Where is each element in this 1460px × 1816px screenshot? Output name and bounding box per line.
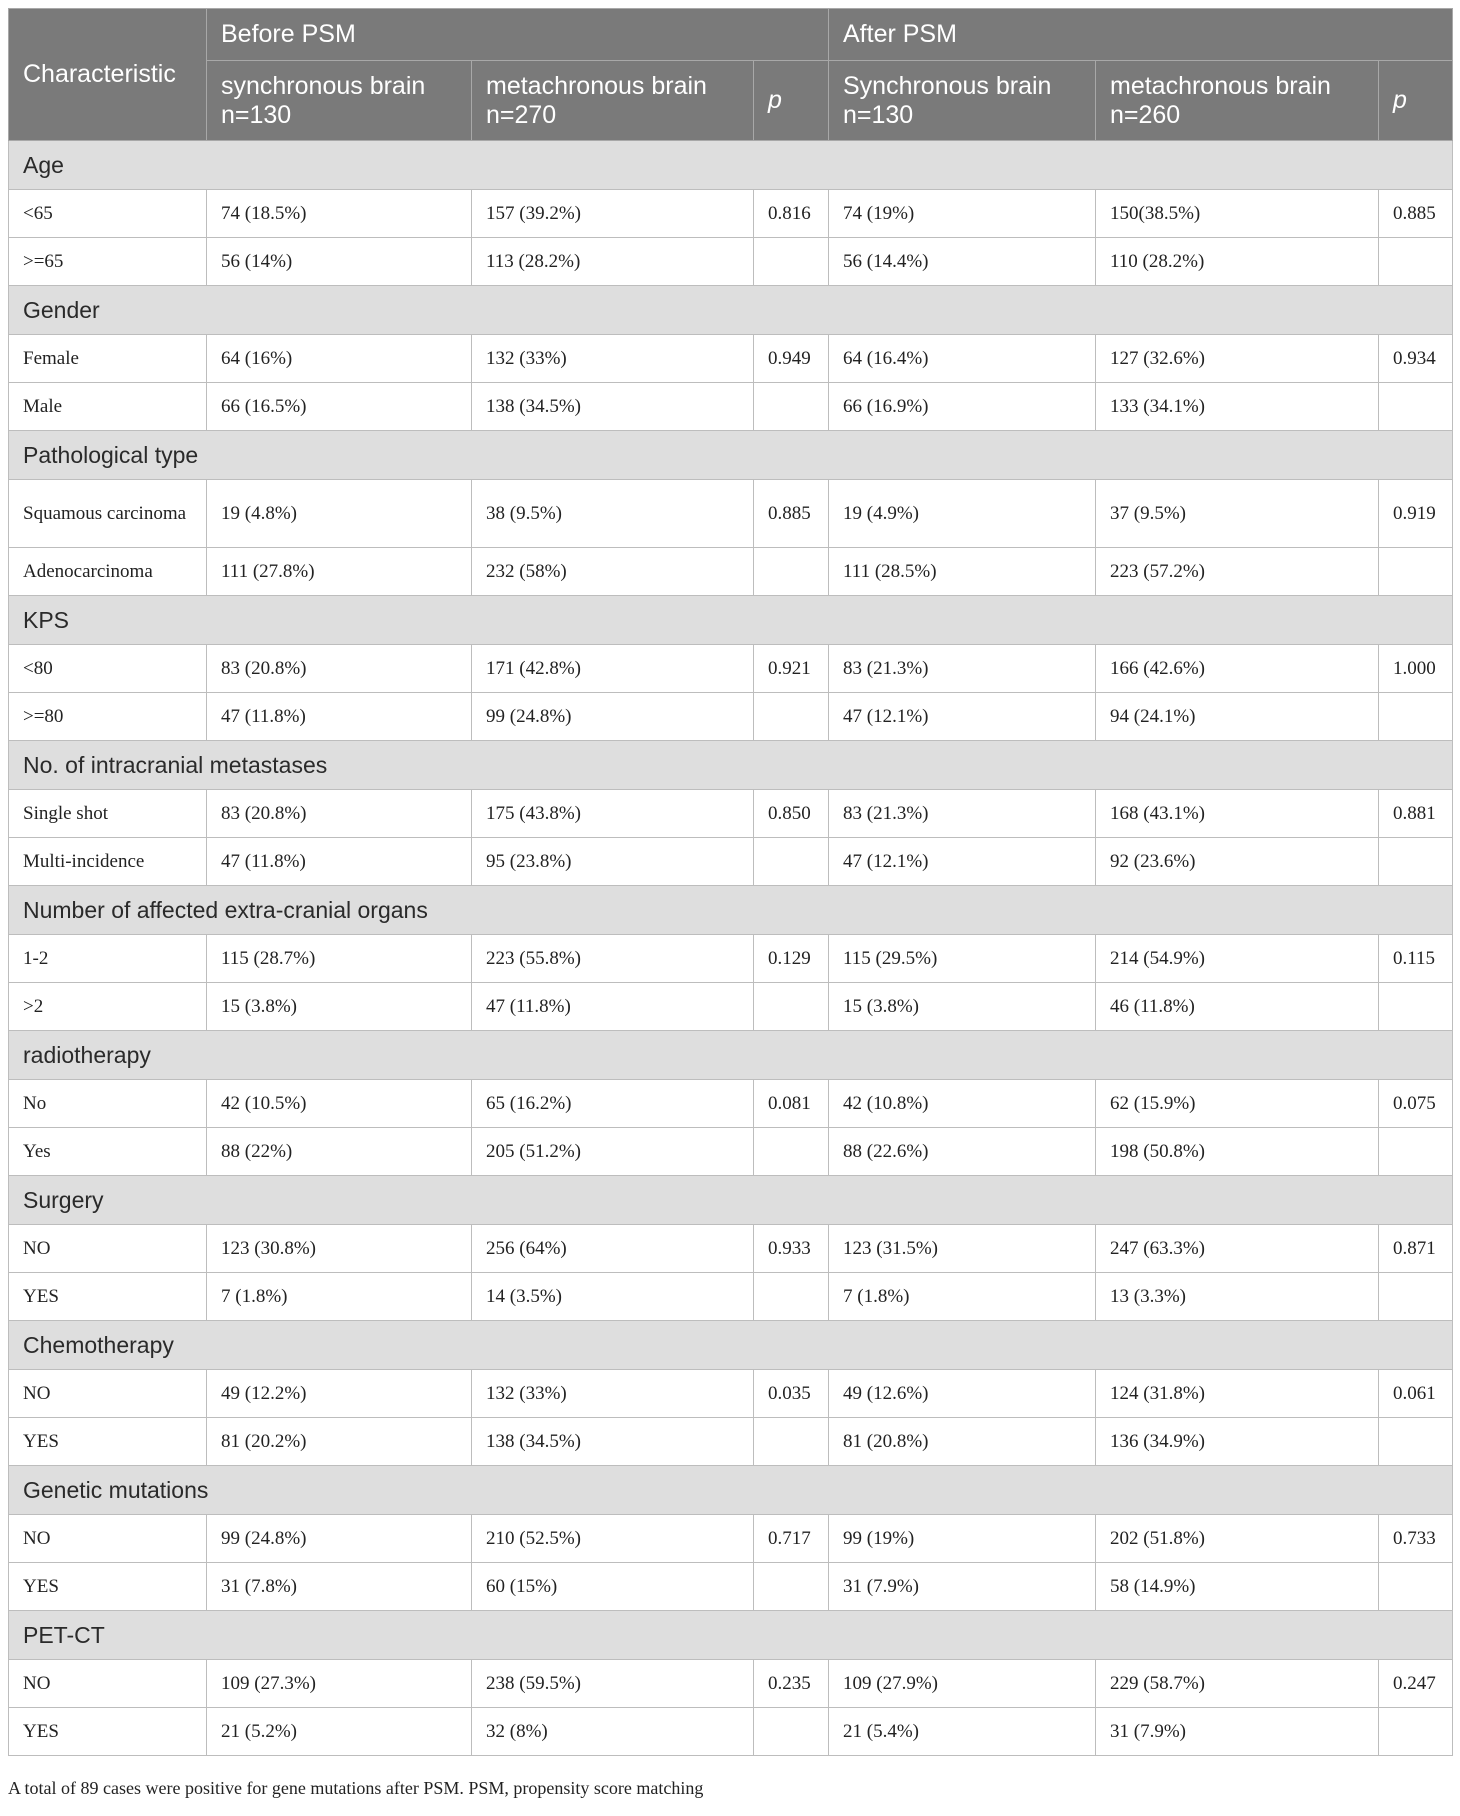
table-cell: 66 (16.5%) xyxy=(207,383,472,431)
table-cell: 136 (34.9%) xyxy=(1096,1418,1379,1466)
table-row xyxy=(9,1515,1453,1563)
p-value-cell xyxy=(754,693,829,741)
table-cell: 42 (10.8%) xyxy=(829,1080,1096,1128)
table-cell: 13 (3.3%) xyxy=(1096,1273,1379,1321)
table-cell: 99 (24.8%) xyxy=(207,1515,472,1563)
p-value-cell xyxy=(1379,1128,1453,1176)
p-value-cell xyxy=(1379,983,1453,1031)
row-label: Female xyxy=(9,335,207,383)
table-cell: 247 (63.3%) xyxy=(1096,1225,1379,1273)
table-cell: 214 (54.9%) xyxy=(1096,935,1379,983)
p-value-cell xyxy=(754,838,829,886)
table-cell: 56 (14.4%) xyxy=(829,238,1096,286)
section-title: No. of intracranial metastases xyxy=(9,741,1453,790)
synchronous-after-header: Synchronous brain n=130 xyxy=(829,61,1096,141)
table-cell: 83 (21.3%) xyxy=(829,645,1096,693)
table-cell: 110 (28.2%) xyxy=(1096,238,1379,286)
table-cell: 46 (11.8%) xyxy=(1096,983,1379,1031)
table-cell: 32 (8%) xyxy=(472,1708,754,1756)
table-cell: 15 (3.8%) xyxy=(829,983,1096,1031)
section-row xyxy=(9,1466,1453,1515)
table-row xyxy=(9,548,1453,596)
p-value-cell: 0.816 xyxy=(754,190,829,238)
p-value-cell: 0.933 xyxy=(754,1225,829,1273)
table-row xyxy=(9,1660,1453,1708)
table-cell: 132 (33%) xyxy=(472,1370,754,1418)
p-value-cell xyxy=(1379,238,1453,286)
row-label: No xyxy=(9,1080,207,1128)
table-cell: 157 (39.2%) xyxy=(472,190,754,238)
table-row xyxy=(9,190,1453,238)
p-value-cell xyxy=(754,983,829,1031)
table-cell: 49 (12.2%) xyxy=(207,1370,472,1418)
table-cell: 21 (5.4%) xyxy=(829,1708,1096,1756)
table-cell: 166 (42.6%) xyxy=(1096,645,1379,693)
table-row xyxy=(9,935,1453,983)
table-row xyxy=(9,238,1453,286)
p-value-cell xyxy=(754,1273,829,1321)
section-title: Age xyxy=(9,141,1453,190)
section-row xyxy=(9,431,1453,480)
table-cell: 14 (3.5%) xyxy=(472,1273,754,1321)
p-value-cell xyxy=(1379,693,1453,741)
table-cell: 64 (16%) xyxy=(207,335,472,383)
after-psm-header: After PSM xyxy=(829,9,1453,61)
table-cell: 83 (21.3%) xyxy=(829,790,1096,838)
table-cell: 92 (23.6%) xyxy=(1096,838,1379,886)
table-cell: 115 (28.7%) xyxy=(207,935,472,983)
table-cell: 95 (23.8%) xyxy=(472,838,754,886)
p-value-cell: 0.934 xyxy=(1379,335,1453,383)
p-value-cell: 0.949 xyxy=(754,335,829,383)
row-label: Squamous carcinoma xyxy=(9,480,207,548)
table-cell: 198 (50.8%) xyxy=(1096,1128,1379,1176)
table-row xyxy=(9,790,1453,838)
table-cell: 37 (9.5%) xyxy=(1096,480,1379,548)
section-row xyxy=(9,1031,1453,1080)
section-title: Gender xyxy=(9,286,1453,335)
table-cell: 99 (24.8%) xyxy=(472,693,754,741)
table-row xyxy=(9,645,1453,693)
section-title: Pathological type xyxy=(9,431,1453,480)
table-cell: 62 (15.9%) xyxy=(1096,1080,1379,1128)
table-cell: 109 (27.9%) xyxy=(829,1660,1096,1708)
table-cell: 60 (15%) xyxy=(472,1563,754,1611)
table-row xyxy=(9,1708,1453,1756)
table-cell: 19 (4.8%) xyxy=(207,480,472,548)
table-cell: 210 (52.5%) xyxy=(472,1515,754,1563)
table-cell: 109 (27.3%) xyxy=(207,1660,472,1708)
p-value-cell xyxy=(754,1563,829,1611)
section-row xyxy=(9,1611,1453,1660)
table-cell: 49 (12.6%) xyxy=(829,1370,1096,1418)
table-row xyxy=(9,1225,1453,1273)
table-cell: 64 (16.4%) xyxy=(829,335,1096,383)
table-cell: 150(38.5%) xyxy=(1096,190,1379,238)
row-label: >2 xyxy=(9,983,207,1031)
table-cell: 94 (24.1%) xyxy=(1096,693,1379,741)
table-cell: 47 (12.1%) xyxy=(829,838,1096,886)
p-value-cell: 0.035 xyxy=(754,1370,829,1418)
table-cell: 31 (7.8%) xyxy=(207,1563,472,1611)
table-cell: 202 (51.8%) xyxy=(1096,1515,1379,1563)
before-psm-header: Before PSM xyxy=(207,9,829,61)
p-value-cell: 0.733 xyxy=(1379,1515,1453,1563)
p-value-cell: 0.850 xyxy=(754,790,829,838)
table-cell: 115 (29.5%) xyxy=(829,935,1096,983)
table-cell: 56 (14%) xyxy=(207,238,472,286)
table-cell: 42 (10.5%) xyxy=(207,1080,472,1128)
metachronous-before-header: metachronous brain n=270 xyxy=(472,61,754,141)
p-value-cell: 0.115 xyxy=(1379,935,1453,983)
p-after-header: p xyxy=(1379,61,1453,141)
baseline-characteristics-table-container xyxy=(8,8,1452,1756)
section-row xyxy=(9,1321,1453,1370)
p-value-cell xyxy=(754,383,829,431)
table-cell: 111 (27.8%) xyxy=(207,548,472,596)
table-row xyxy=(9,1370,1453,1418)
table-cell: 7 (1.8%) xyxy=(207,1273,472,1321)
table-row xyxy=(9,1128,1453,1176)
table-cell: 124 (31.8%) xyxy=(1096,1370,1379,1418)
p-value-cell: 0.075 xyxy=(1379,1080,1453,1128)
row-label: YES xyxy=(9,1273,207,1321)
table-cell: 19 (4.9%) xyxy=(829,480,1096,548)
table-cell: 31 (7.9%) xyxy=(1096,1708,1379,1756)
row-label: YES xyxy=(9,1563,207,1611)
p-value-cell xyxy=(1379,383,1453,431)
section-title: KPS xyxy=(9,596,1453,645)
p-value-cell xyxy=(754,1708,829,1756)
section-title: Chemotherapy xyxy=(9,1321,1453,1370)
p-value-cell: 0.881 xyxy=(1379,790,1453,838)
table-cell: 47 (11.8%) xyxy=(472,983,754,1031)
table-cell: 88 (22.6%) xyxy=(829,1128,1096,1176)
p-value-cell: 0.235 xyxy=(754,1660,829,1708)
row-label: NO xyxy=(9,1515,207,1563)
p-value-cell: 0.717 xyxy=(754,1515,829,1563)
table-cell: 58 (14.9%) xyxy=(1096,1563,1379,1611)
row-label: YES xyxy=(9,1708,207,1756)
p-value-cell xyxy=(754,1128,829,1176)
table-cell: 238 (59.5%) xyxy=(472,1660,754,1708)
section-title: Surgery xyxy=(9,1176,1453,1225)
row-label: NO xyxy=(9,1370,207,1418)
table-cell: 88 (22%) xyxy=(207,1128,472,1176)
table-cell: 205 (51.2%) xyxy=(472,1128,754,1176)
table-header xyxy=(9,9,1453,141)
characteristic-header: Characteristic xyxy=(9,9,207,141)
table-row xyxy=(9,335,1453,383)
row-label: Multi-incidence xyxy=(9,838,207,886)
row-label: Male xyxy=(9,383,207,431)
section-row xyxy=(9,741,1453,790)
p-value-cell: 0.919 xyxy=(1379,480,1453,548)
row-label: YES xyxy=(9,1418,207,1466)
section-title: Genetic mutations xyxy=(9,1466,1453,1515)
p-value-cell xyxy=(1379,1418,1453,1466)
p-value-cell xyxy=(1379,548,1453,596)
table-cell: 123 (31.5%) xyxy=(829,1225,1096,1273)
section-row xyxy=(9,286,1453,335)
table-cell: 66 (16.9%) xyxy=(829,383,1096,431)
table-cell: 83 (20.8%) xyxy=(207,790,472,838)
row-label: <65 xyxy=(9,190,207,238)
table-row xyxy=(9,480,1453,548)
synchronous-before-header: synchronous brain n=130 xyxy=(207,61,472,141)
table-cell: 38 (9.5%) xyxy=(472,480,754,548)
table-cell: 74 (18.5%) xyxy=(207,190,472,238)
table-cell: 15 (3.8%) xyxy=(207,983,472,1031)
table-body xyxy=(9,141,1453,1756)
p-value-cell xyxy=(1379,1563,1453,1611)
p-value-cell: 0.885 xyxy=(754,480,829,548)
row-label: >=65 xyxy=(9,238,207,286)
p-before-header: p xyxy=(754,61,829,141)
section-row xyxy=(9,596,1453,645)
section-title: PET-CT xyxy=(9,1611,1453,1660)
row-label: >=80 xyxy=(9,693,207,741)
row-label: NO xyxy=(9,1660,207,1708)
table-cell: 111 (28.5%) xyxy=(829,548,1096,596)
table-cell: 74 (19%) xyxy=(829,190,1096,238)
table-cell: 138 (34.5%) xyxy=(472,383,754,431)
p-value-cell xyxy=(1379,838,1453,886)
p-value-cell xyxy=(1379,1708,1453,1756)
table-cell: 132 (33%) xyxy=(472,335,754,383)
table-cell: 113 (28.2%) xyxy=(472,238,754,286)
table-cell: 65 (16.2%) xyxy=(472,1080,754,1128)
table-cell: 81 (20.2%) xyxy=(207,1418,472,1466)
table-cell: 168 (43.1%) xyxy=(1096,790,1379,838)
p-value-cell xyxy=(754,238,829,286)
table-cell: 229 (58.7%) xyxy=(1096,1660,1379,1708)
table-row xyxy=(9,1080,1453,1128)
p-value-cell xyxy=(1379,1273,1453,1321)
p-value-cell: 0.061 xyxy=(1379,1370,1453,1418)
section-row xyxy=(9,886,1453,935)
table-row xyxy=(9,693,1453,741)
section-row xyxy=(9,1176,1453,1225)
table-cell: 47 (11.8%) xyxy=(207,693,472,741)
row-label: 1-2 xyxy=(9,935,207,983)
p-value-cell: 0.871 xyxy=(1379,1225,1453,1273)
table-row xyxy=(9,383,1453,431)
p-value-cell xyxy=(754,548,829,596)
table-row xyxy=(9,838,1453,886)
row-label: Adenocarcinoma xyxy=(9,548,207,596)
table-footnote: A total of 89 cases were positive for gene mutations after PSM. PSM, propensity score matching xyxy=(8,1778,704,1798)
p-value-cell xyxy=(754,1418,829,1466)
p-value-cell: 1.000 xyxy=(1379,645,1453,693)
table-cell: 31 (7.9%) xyxy=(829,1563,1096,1611)
table-cell: 223 (57.2%) xyxy=(1096,548,1379,596)
row-label: NO xyxy=(9,1225,207,1273)
table-cell: 81 (20.8%) xyxy=(829,1418,1096,1466)
table-cell: 123 (30.8%) xyxy=(207,1225,472,1273)
table-cell: 7 (1.8%) xyxy=(829,1273,1096,1321)
table-cell: 99 (19%) xyxy=(829,1515,1096,1563)
p-value-cell: 0.247 xyxy=(1379,1660,1453,1708)
row-label: <80 xyxy=(9,645,207,693)
row-label: Yes xyxy=(9,1128,207,1176)
table-cell: 175 (43.8%) xyxy=(472,790,754,838)
p-value-cell: 0.921 xyxy=(754,645,829,693)
section-row xyxy=(9,141,1453,190)
table-row xyxy=(9,1563,1453,1611)
row-label: Single shot xyxy=(9,790,207,838)
table-cell: 223 (55.8%) xyxy=(472,935,754,983)
table-row xyxy=(9,1418,1453,1466)
table-cell: 232 (58%) xyxy=(472,548,754,596)
table-cell: 133 (34.1%) xyxy=(1096,383,1379,431)
metachronous-after-header: metachronous brain n=260 xyxy=(1096,61,1379,141)
table-cell: 21 (5.2%) xyxy=(207,1708,472,1756)
table-row xyxy=(9,983,1453,1031)
p-value-cell: 0.129 xyxy=(754,935,829,983)
section-title: radiotherapy xyxy=(9,1031,1453,1080)
table-cell: 83 (20.8%) xyxy=(207,645,472,693)
table-cell: 171 (42.8%) xyxy=(472,645,754,693)
table-cell: 127 (32.6%) xyxy=(1096,335,1379,383)
p-value-cell: 0.081 xyxy=(754,1080,829,1128)
baseline-characteristics-table xyxy=(8,8,1453,1756)
table-cell: 47 (11.8%) xyxy=(207,838,472,886)
section-title: Number of affected extra-cranial organs xyxy=(9,886,1453,935)
table-cell: 256 (64%) xyxy=(472,1225,754,1273)
table-cell: 47 (12.1%) xyxy=(829,693,1096,741)
table-cell: 138 (34.5%) xyxy=(472,1418,754,1466)
p-value-cell: 0.885 xyxy=(1379,190,1453,238)
table-row xyxy=(9,1273,1453,1321)
